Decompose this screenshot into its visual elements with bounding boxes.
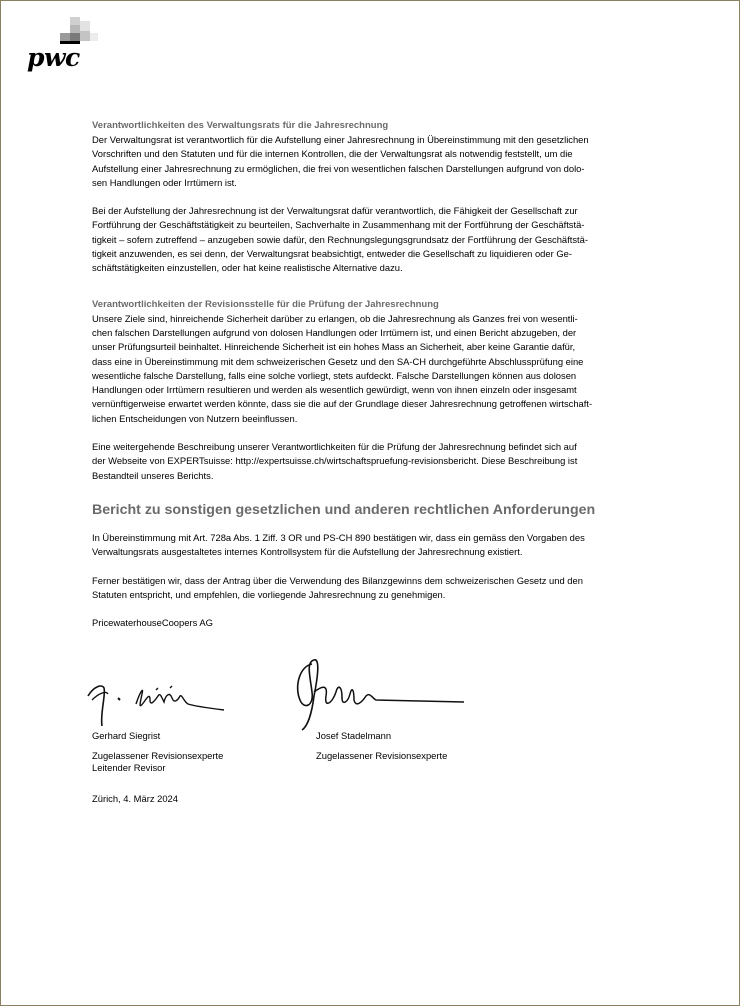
signatory-2-role: Zugelassener Revisionsexperte [316, 749, 448, 761]
section2-para1: Unsere Ziele sind, hinreichende Sicherheit darüber zu erlangen, ob die Jahresrechnung als Ganzes frei von wesentli- chen falschen Darstellungen aufgrund von dolosen Handlungen oder Irrtümern ist, und einen Bericht abzugeben, der unser Prüfungsurteil beinhaltet. Hinreichende Sicherheit ist ein hohes Mass an Sicherheit, aber keine Garantie dafür, dass eine in Übereinstimmung mit dem schweizerischen Gesetz und den SA-CH durchgeführte Abschlussprüfung eine wesentliche falsche Darstellung, falls eine solche vorliegt, stets aufdeckt. Falsche Darstellungen können aus dolosen Handlungen oder Irrtümern resultieren und werden als wesentlich gewürdigt, wenn von ihnen einzeln oder insgesamt vernünftigerweise erwartet werden könnte, dass sie die auf der Grundlage dieser Jahresrechnung getroffenen wirtschaft- lichen Entscheidungen von Nutzern beeinflussen. [92, 312, 593, 424]
signature-siegrist [84, 664, 229, 729]
pwc-logo [27, 17, 107, 73]
signatory-1-role2: Leitender Revisor [92, 762, 166, 773]
signatory-2 [316, 730, 447, 762]
section1-heading: Verantwortlichkeiten des Verwaltungsrats für die Jahresrechnung [92, 120, 389, 131]
signature-stadelmann [292, 656, 472, 731]
section3-heading: Bericht zu sonstigen gesetzlichen und anderen rechtlichen Anforderungen [92, 501, 596, 518]
section3-para2: Ferner bestätigen wir, dass der Antrag über die Verwendung des Bilanzgewinns dem schweizerischen Gesetz und den Statuten entspricht, und empfehlen, die vorliegende Jahresrechnung zu genehmigen. [92, 574, 583, 600]
signatory-1-role: Zugelassener Revisionsexperte [92, 749, 224, 761]
section2-para2: Eine weitergehende Beschreibung unserer Verantwortlichkeiten für die Prüfung der Jahresrechnung befindet sich auf der Webseite von EXPERTsuisse: http://expertsuisse.ch/wirtschaftspruefung-revisionsbericht. Diese Beschreibung ist Bestandteil unseres Berichts. [92, 441, 578, 481]
signature-block [92, 656, 652, 816]
signatory-2-name: Josef Stadelmann [316, 730, 392, 741]
signatory-1 [92, 730, 223, 775]
signatory-1-name: Gerhard Siegrist [92, 730, 161, 741]
section1-para1: Der Verwaltungsrat ist verantwortlich für die Aufstellung einer Jahresrechnung in Übereinstimmung mit den gesetzlichen Vorschriften und den Statuten und für die internen Kontrollen, die der Verwaltungsrat als notwendig feststellt, um die Aufstellung einer Jahresrechnung zu ermöglichen, die frei von wesentlichen falschen Darstellungen aufgrund von dolo- sen Handlungen oder Irrtümern ist. [92, 134, 589, 188]
logo-wordmark: pwc [27, 43, 80, 72]
place-date: Zürich, 4. März 2024 [92, 793, 178, 804]
firm-name: PricewaterhouseCoopers AG [92, 617, 213, 629]
section1-para2: Bei der Aufstellung der Jahresrechnung ist der Verwaltungsrat dafür verantwortlich, die Fähigkeit der Gesellschaft zur Fortführung der Geschäftstätigkeit zu beurteilen, Sachverhalte in Zusammenhang mit der Fortführung der Geschäftstä- tigkeit – sofern zutreffend – anzugeben sowie dafür, den Rechnungslegungsgrundsatz der Fortführung der Geschäftstä- tigkeit anzuwenden, es sei denn, der Verwaltungsrat beabsichtigt, entweder die Gesellschaft zu liquidieren oder Ge- schäftstätigkeiten einzustellen, oder hat keine realistische Alternative dazu. [92, 205, 588, 274]
section2-heading: Verantwortlichkeiten der Revisionsstelle für die Prüfung der Jahresrechnung [92, 298, 439, 310]
section3-para1: In Übereinstimmung mit Art. 728a Abs. 1 Ziff. 3 OR und PS-CH 890 bestätigen wir, dass ein gemäss den Vorgaben des Verwaltungsrats ausgestaltetes internes Kontrollsystem für die Aufstellung der Jahresrechnung existiert. [92, 531, 585, 558]
document-body [92, 119, 652, 630]
